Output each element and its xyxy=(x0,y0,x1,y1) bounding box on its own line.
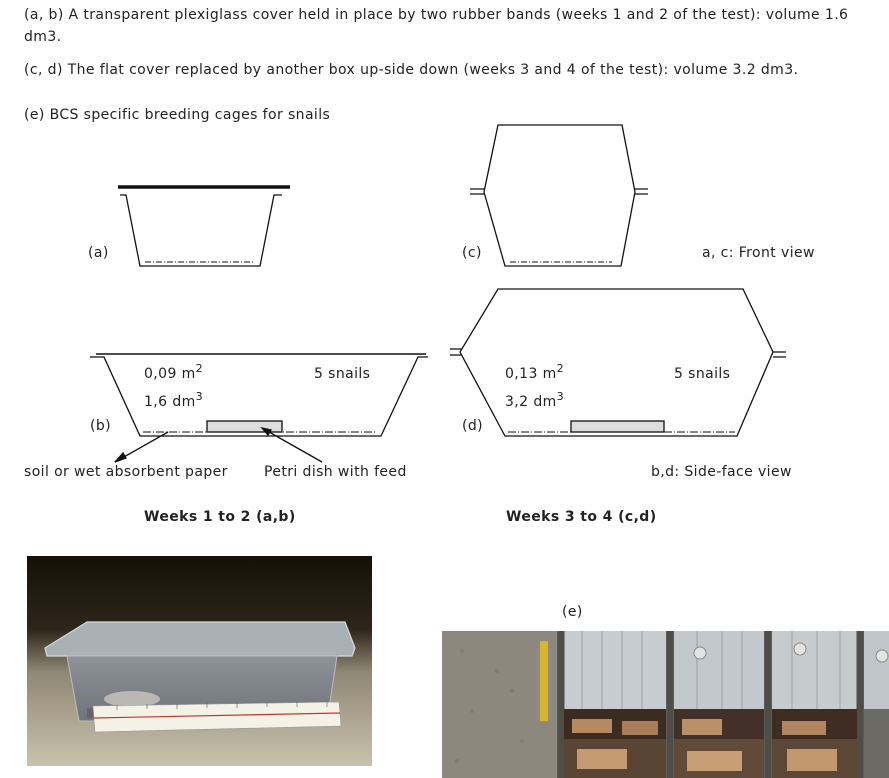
label-d: (d) xyxy=(462,418,484,434)
drawing-b xyxy=(90,354,428,462)
side-view-label: b,d: Side-face view xyxy=(651,464,792,480)
drawing-d xyxy=(450,289,786,436)
soil-label: soil or wet absorbent paper xyxy=(24,464,228,480)
box-d-area: 0,13 $m^2$ xyxy=(505,362,565,382)
caption-ab: (a, b) A transparent plexiglass cover held in place by two rubber bands (weeks 1 and 2 of the test): volume 1.6 dm3. xyxy=(24,7,849,45)
label-b: (b) xyxy=(90,418,112,434)
plexiglass-box-photo xyxy=(27,556,372,766)
label-e: (e) xyxy=(562,604,583,620)
drawing-a xyxy=(118,187,290,266)
box-b-snails: 5 snails xyxy=(314,366,371,382)
box-b-volume: 1,6 $dm^3$ xyxy=(144,390,204,410)
front-view-label: a, c: Front view xyxy=(702,245,815,261)
caption-e: (e) BCS specific breeding cages for snails xyxy=(24,107,331,123)
caption-cd: (c, d) The flat cover replaced by another box up-side down (weeks 3 and 4 of the test): volume 3.2 dm3. xyxy=(24,62,799,78)
label-c: (c) xyxy=(462,245,482,261)
drawing-c xyxy=(470,125,648,266)
box-b-area: 0,09 $m^2$ xyxy=(144,362,204,382)
breeding-cages-photo xyxy=(442,631,889,778)
weeks-3-4-heading: Weeks 3 to 4 (c,d) xyxy=(506,509,657,525)
weeks-1-2-heading: Weeks 1 to 2 (a,b) xyxy=(144,509,296,525)
box-d-snails: 5 snails xyxy=(674,366,731,382)
label-a: (a) xyxy=(88,245,109,261)
petri-label: Petri dish with feed xyxy=(264,464,407,480)
box-d-volume: 3,2 $dm^3$ xyxy=(505,390,565,410)
